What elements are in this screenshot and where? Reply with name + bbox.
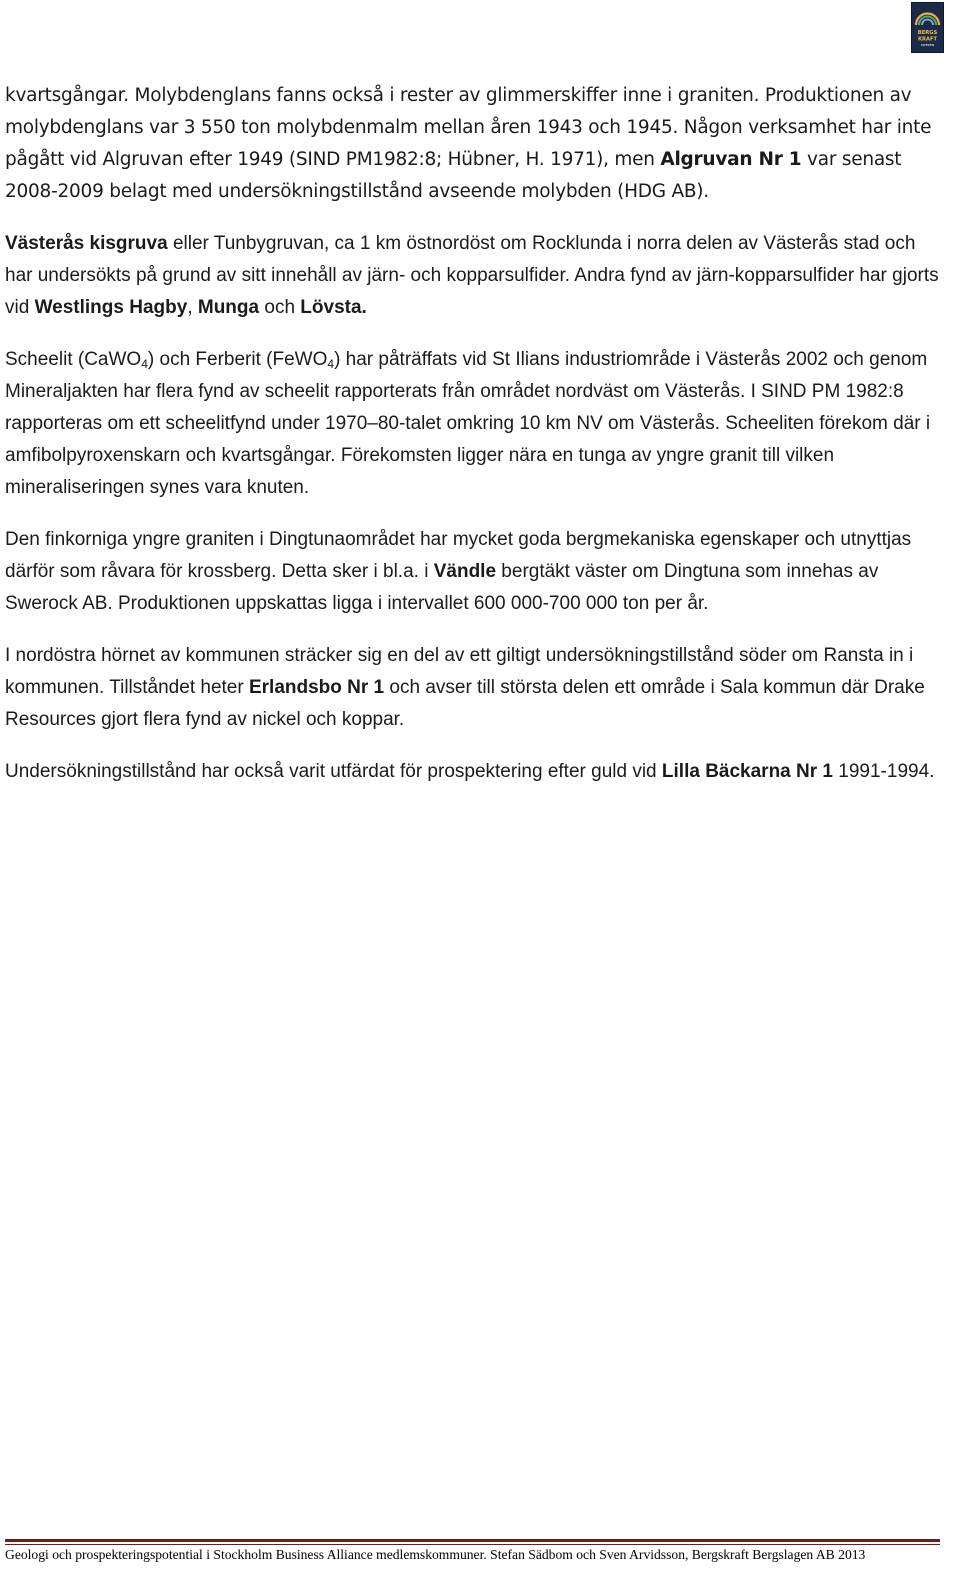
text-run: Undersökningstillstånd har också varit utfärdat för prospektering efter guld vid xyxy=(5,761,662,782)
bold-term: Westlings Hagby xyxy=(34,297,188,318)
text-run: 1991-1994. xyxy=(833,761,935,782)
bold-term: Vändle xyxy=(433,561,497,582)
bold-term: Algruvan Nr 1 xyxy=(660,149,802,170)
bold-term: Västerås kisgruva xyxy=(5,233,168,254)
footer-rule-thin xyxy=(5,1544,940,1545)
text-run: bergtäkt väster om Dingtuna som innehas av Swerock AB. Produktionen uppskattas ligga i intervallet 600 000-700 000 ton per år. xyxy=(5,561,879,614)
text-run: eller Tunbygruvan, ca 1 km östnordöst om Rocklunda i norra delen av Västerås stad och har undersökts på grund av sitt innehåll av järn- och kopparsulfider. Andra fynd av järn-kopparsulfider har gjorts vid xyxy=(5,233,939,318)
subscript: 4 xyxy=(141,357,148,371)
paragraph-scheelit xyxy=(5,344,947,504)
text-run: var senast 2008-2009 belagt med undersökningstillstånd avseende molybden (HDG AB). xyxy=(5,149,902,202)
paragraph-algruvan xyxy=(5,80,947,208)
text-run: kvartsgångar. Molybdenglans fanns också i rester av glimmerskiffer inne i graniten. Produktionen av molybdenglans var 3 550 ton molybdenmalm mellan åren 1943 och 1945. Någon verksamhet har inte pågått vid Algruvan efter 1949 (SIND PM1982:8; Hübner, H. 1971), men xyxy=(5,85,932,170)
paragraph-vasteras-kisgruva xyxy=(5,228,947,324)
bergskraft-logo xyxy=(911,2,944,53)
paragraph-dingtuna-granit xyxy=(5,524,947,620)
text-run: ) och Ferberit (FeWO xyxy=(147,349,328,370)
bold-term: Erlandsbo Nr 1 xyxy=(248,677,385,698)
logo-line2: KRAFT xyxy=(917,36,938,43)
logo-line3: SWEDEN xyxy=(920,43,935,47)
text-run: Scheelit (CaWO xyxy=(5,349,142,370)
logo-line1: BERGS xyxy=(917,30,938,36)
text-run: Den finkorniga yngre graniten i Dingtunaområdet har mycket goda bergmekaniska egenskaper och utnyttjas därför som råvara för krossberg. Detta sker i bl.a. i xyxy=(5,529,912,582)
bold-term: Munga xyxy=(197,297,260,318)
footer-rule-thick xyxy=(5,1539,940,1542)
page-footer: Geologi och prospekteringspotential i Stockholm Business Alliance medlemskommuner. Stefan Sädbom och Sven Arvidsson, Bergskraft Bergslagen AB 2013 xyxy=(5,1547,866,1562)
text-run: I nordöstra hörnet av kommunen sträcker sig en del av ett giltigt undersökningstillstånd söder om Ransta in i kommunen. Tillståndet heter xyxy=(5,645,914,698)
bold-term: Lövsta. xyxy=(300,297,367,318)
logo-emblem xyxy=(912,3,943,52)
bold-term: Lilla Bäckarna Nr 1 xyxy=(661,761,833,782)
text-run: och avser till största delen ett område i Sala kommun där Drake Resources gjort flera fynd av nickel och koppar. xyxy=(5,677,925,730)
document-body xyxy=(5,80,947,808)
text-run: och xyxy=(259,297,301,318)
paragraph-erlandsbo xyxy=(5,640,947,736)
text-run: ) har påträffats vid St Ilians industriområde i Västerås 2002 och genom Mineraljakten har flera fynd av scheelit rapporterats från området nordväst om Västerås. I SIND PM 1982:8 rapporteras om ett scheelitfynd under 1970–80-talet omkring 10 km NV om Västerås. Scheeliten förekom där i amfibolpyroxenskarn och kvartsgångar. Förekomsten ligger nära en tunga av yngre granit till vilken mineraliseringen synes vara knuten. xyxy=(5,349,931,498)
subscript: 4 xyxy=(327,357,335,371)
paragraph-lilla-backarna xyxy=(5,756,947,788)
text-run: , xyxy=(187,297,198,318)
